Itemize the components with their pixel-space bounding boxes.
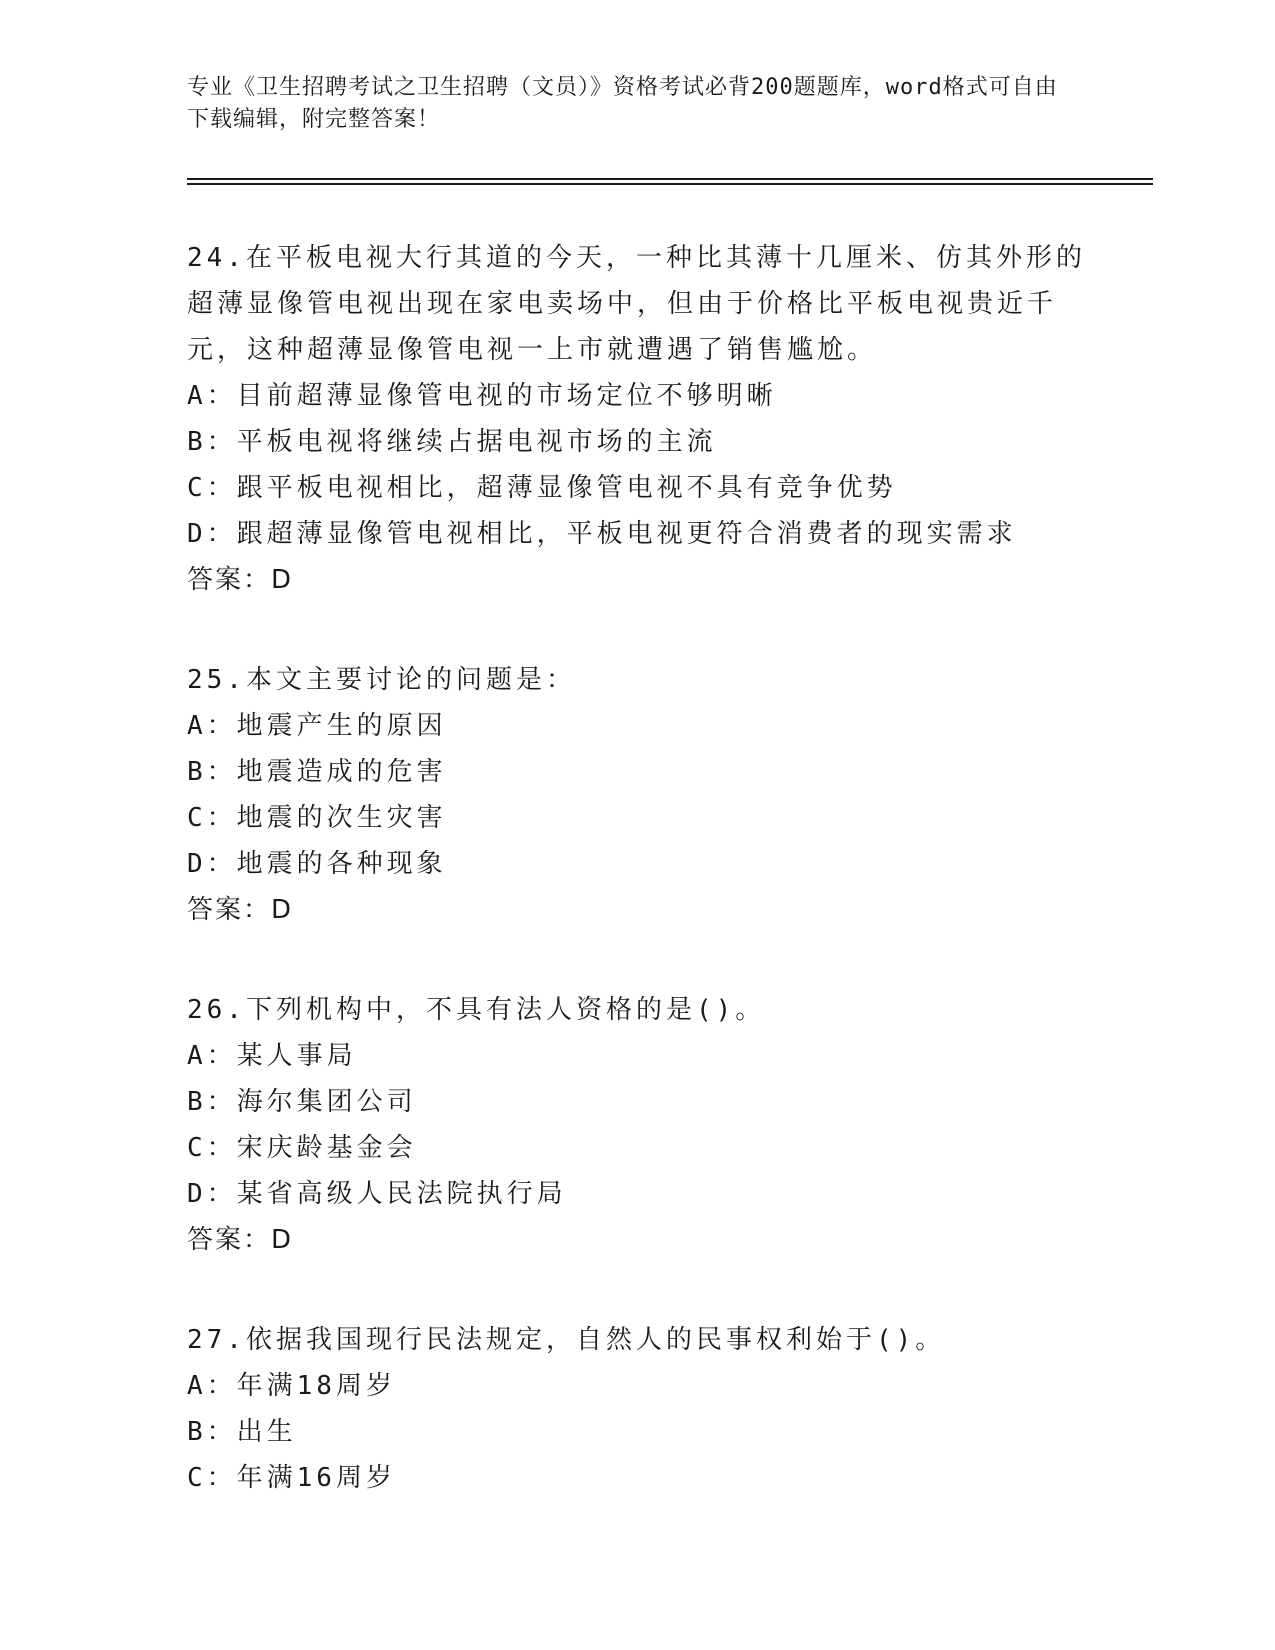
option-a: A：年满18周岁 (187, 1371, 396, 1401)
header-divider-top (187, 178, 1153, 180)
question-27 (187, 1317, 1087, 1501)
header-divider-bottom (187, 183, 1153, 185)
option-c: C：跟平板电视相比，超薄显像管电视不具有竞争优势 (187, 473, 897, 503)
question-stem: 26.下列机构中，不具有法人资格的是()。 (187, 995, 766, 1025)
option-d: D：某省高级人民法院执行局 (187, 1179, 567, 1209)
option-d: D：跟超薄显像管电视相比，平板电视更符合消费者的现实需求 (187, 519, 1017, 549)
option-d: D：地震的各种现象 (187, 849, 447, 879)
option-b: B：地震造成的危害 (187, 757, 447, 787)
option-b: B：海尔集团公司 (187, 1087, 417, 1117)
option-b: B：出生 (187, 1417, 297, 1447)
option-a: A：某人事局 (187, 1041, 357, 1071)
option-c: C：年满16周岁 (187, 1463, 396, 1493)
question-25 (187, 657, 1087, 933)
option-c: C：地震的次生灾害 (187, 803, 447, 833)
question-list (187, 235, 1087, 1555)
answer: 答案：D (187, 1225, 294, 1255)
question-stem: 25.本文主要讨论的问题是： (187, 665, 576, 695)
question-24 (187, 235, 1087, 603)
option-a: A：目前超薄显像管电视的市场定位不够明晰 (187, 381, 777, 411)
option-b: B：平板电视将继续占据电视市场的主流 (187, 427, 717, 457)
document-header: 专业《卫生招聘考试之卫生招聘（文员）》资格考试必背200题题库，word格式可自由下载编辑，附完整答案！ (187, 75, 1058, 132)
answer: 答案：D (187, 565, 294, 595)
question-stem: 27.依据我国现行民法规定，自然人的民事权利始于()。 (187, 1325, 946, 1355)
option-c: C：宋庆龄基金会 (187, 1133, 417, 1163)
question-26 (187, 987, 1087, 1263)
option-a: A：地震产生的原因 (187, 711, 447, 741)
question-stem: 24.在平板电视大行其道的今天，一种比其薄十几厘米、仿其外形的超薄显像管电视出现在家电卖场中，但由于价格比平板电视贵近千元，这种超薄显像管电视一上市就遭遇了销售尴尬。 (187, 243, 1086, 365)
answer: 答案：D (187, 895, 294, 925)
